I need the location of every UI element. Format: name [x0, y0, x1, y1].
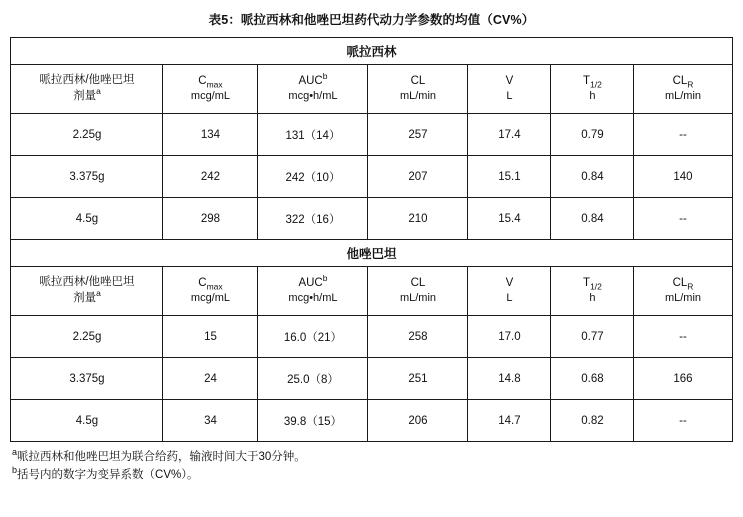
- cell-clr: 140: [634, 156, 732, 198]
- cmax-subscript: max: [206, 281, 223, 292]
- section-title-row: [11, 240, 732, 267]
- cell-clr: --: [634, 316, 732, 358]
- cell-dose: 4.5g: [11, 400, 163, 442]
- cell-v: 15.4: [468, 198, 551, 240]
- header-auc: AUC$^b$ mcg•h/mL: [258, 267, 368, 316]
- cell-t-half: 0.84: [551, 156, 634, 198]
- table-row: [11, 400, 732, 442]
- footnote-b-mark: b: [12, 464, 18, 475]
- table-row: [11, 114, 732, 156]
- clr-subscript: R: [687, 79, 694, 90]
- cell-auc: 39.8（15）: [258, 400, 368, 442]
- cell-cmax: 34: [163, 400, 258, 442]
- table-row: [11, 358, 732, 400]
- cell-clr: 166: [634, 358, 732, 400]
- column-header-row: [11, 65, 732, 114]
- cell-dose: 2.25g: [11, 316, 163, 358]
- cell-auc: 16.0（21）: [258, 316, 368, 358]
- footnote-a-mark: a: [12, 447, 18, 458]
- cell-t-half: 0.77: [551, 316, 634, 358]
- table-row: [11, 156, 732, 198]
- header-cl: CL mL/min: [368, 267, 468, 316]
- footnote-mark-a: a: [96, 288, 101, 299]
- t-half-subscript: 1/2: [590, 79, 602, 90]
- clr-subscript: R: [687, 281, 694, 292]
- cell-cl: 206: [368, 400, 468, 442]
- cell-t-half: 0.68: [551, 358, 634, 400]
- cell-auc: 322（16）: [258, 198, 368, 240]
- cell-cmax: 298: [163, 198, 258, 240]
- cell-dose: 3.375g: [11, 358, 163, 400]
- cell-clr: --: [634, 400, 732, 442]
- table-caption: 表5：哌拉西林和他唑巴坦药代动力学参数的均值（CV%）: [208, 13, 535, 27]
- cell-v: 17.4: [468, 114, 551, 156]
- footnote-mark-b: b: [322, 70, 328, 81]
- section-title-row: [11, 38, 732, 65]
- cell-t-half: 0.79: [551, 114, 634, 156]
- cell-t-half: 0.84: [551, 198, 634, 240]
- header-dose: 哌拉西林/他唑巴坦 剂量$^a$: [11, 267, 163, 316]
- cell-cmax: 134: [163, 114, 258, 156]
- header-clr: $CL_R$ mL/min: [634, 65, 732, 114]
- cell-auc: 25.0（8）: [258, 358, 368, 400]
- header-t-half: $T_{1/2}$ h: [551, 267, 634, 316]
- header-auc: AUC$^b$ mcg•h/mL: [258, 65, 368, 114]
- cell-t-half: 0.82: [551, 400, 634, 442]
- cell-cmax: 24: [163, 358, 258, 400]
- cell-auc: 242（10）: [258, 156, 368, 198]
- cell-auc: 131（14）: [258, 114, 368, 156]
- table-row: [11, 316, 732, 358]
- table-row: [11, 198, 732, 240]
- header-clr: $CL_R$ mL/min: [634, 267, 732, 316]
- t-half-subscript: 1/2: [590, 281, 602, 292]
- section-title: 他唑巴坦: [11, 240, 732, 267]
- footnote-a-text: 哌拉西林和他唑巴坦为联合给药，输液时间大于30分钟。: [17, 451, 306, 463]
- cmax-subscript: max: [206, 79, 223, 90]
- section-title: 哌拉西林: [11, 38, 732, 65]
- cell-clr: --: [634, 198, 732, 240]
- cell-cmax: 15: [163, 316, 258, 358]
- cell-cmax: 242: [163, 156, 258, 198]
- cell-cl: 210: [368, 198, 468, 240]
- cell-v: 15.1: [468, 156, 551, 198]
- cell-dose: 2.25g: [11, 114, 163, 156]
- footnote-mark-b: b: [322, 272, 328, 283]
- header-dose: 哌拉西林/他唑巴坦 剂量$^a$: [11, 65, 163, 114]
- pk-parameters-table: [10, 37, 732, 442]
- cell-dose: 4.5g: [11, 198, 163, 240]
- header-v: V L: [468, 65, 551, 114]
- cell-v: 17.0: [468, 316, 551, 358]
- cell-dose: 3.375g: [11, 156, 163, 198]
- cell-cl: 207: [368, 156, 468, 198]
- cell-clr: --: [634, 114, 732, 156]
- column-header-row: [11, 267, 732, 316]
- cell-cl: 258: [368, 316, 468, 358]
- cell-v: 14.8: [468, 358, 551, 400]
- footnote-b-text: 括号内的数字为变异系数（CV%）。: [17, 468, 199, 481]
- header-cmax: $C_{max}$ mcg/mL: [163, 65, 258, 114]
- header-cl: CL mL/min: [368, 65, 468, 114]
- header-v: V L: [468, 267, 551, 316]
- cell-cl: 251: [368, 358, 468, 400]
- footnote-b: [11, 464, 732, 485]
- footnote-a: [11, 449, 732, 467]
- cell-cl: 257: [368, 114, 468, 156]
- cell-v: 14.7: [468, 400, 551, 442]
- footnote-mark-a: a: [96, 86, 101, 97]
- footnotes: [11, 449, 732, 485]
- header-t-half: $T_{1/2}$ h: [551, 65, 634, 114]
- header-cmax: $C_{max}$ mcg/mL: [163, 267, 258, 316]
